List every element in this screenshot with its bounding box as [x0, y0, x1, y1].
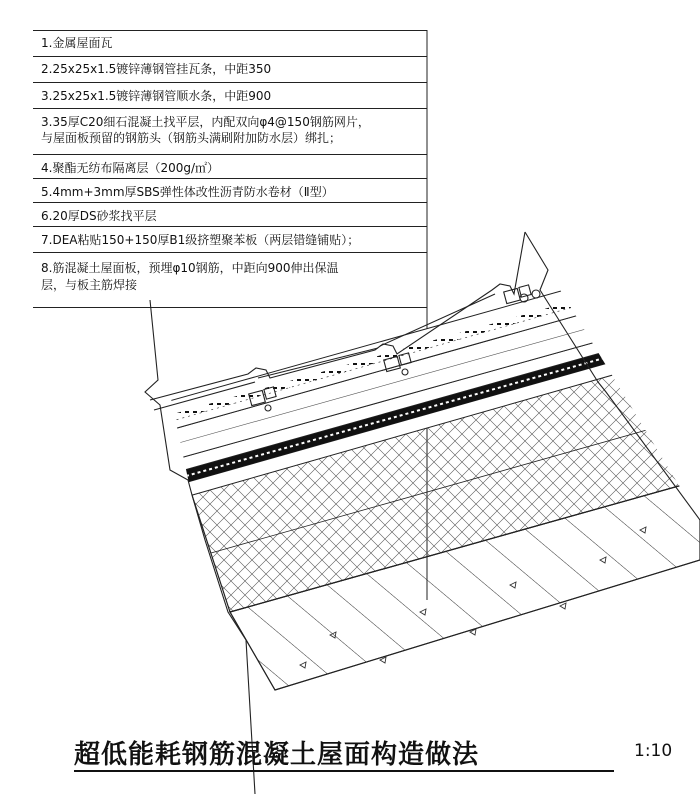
- title-underline: [74, 770, 614, 772]
- legend-text: 6.20厚DS砂浆找平层: [41, 209, 157, 223]
- drawing-title: 超低能耗钢筋混凝土屋面构造做法: [74, 740, 480, 770]
- legend-text: 2.25x25x1.5镀锌薄钢管挂瓦条，中距350: [41, 62, 272, 76]
- legend-text: 1.金属屋面瓦: [41, 36, 113, 50]
- legend-text: 3.35厚C20细石混凝土找平层，内配双向φ4@150钢筋网片，: [41, 115, 370, 129]
- legend-text: 3.25x25x1.5镀锌薄钢管顺水条，中距900: [41, 89, 272, 103]
- legend-text: 7.DEA粘贴150+150厚B1级挤塑聚苯板（两层错缝铺贴）；: [41, 233, 360, 247]
- drawing-scale: 1:10: [634, 741, 673, 761]
- legend-text: 与屋面板预留的钢筋头（钢筋头满刷附加防水层）绑扎；: [41, 131, 342, 145]
- legend-text: 4.聚酯无纺布隔离层（200g/㎡）: [41, 161, 220, 175]
- legend-text: 层，与板主筋焊接: [41, 278, 138, 292]
- legend-text: 5.4mm+3mm厚SBS弹性体改性沥青防水卷材（Ⅱ型）: [41, 185, 334, 199]
- legend-text: 8.筋混凝土屋面板，预埋φ10钢筋，中距向900伸出保温: [41, 261, 339, 275]
